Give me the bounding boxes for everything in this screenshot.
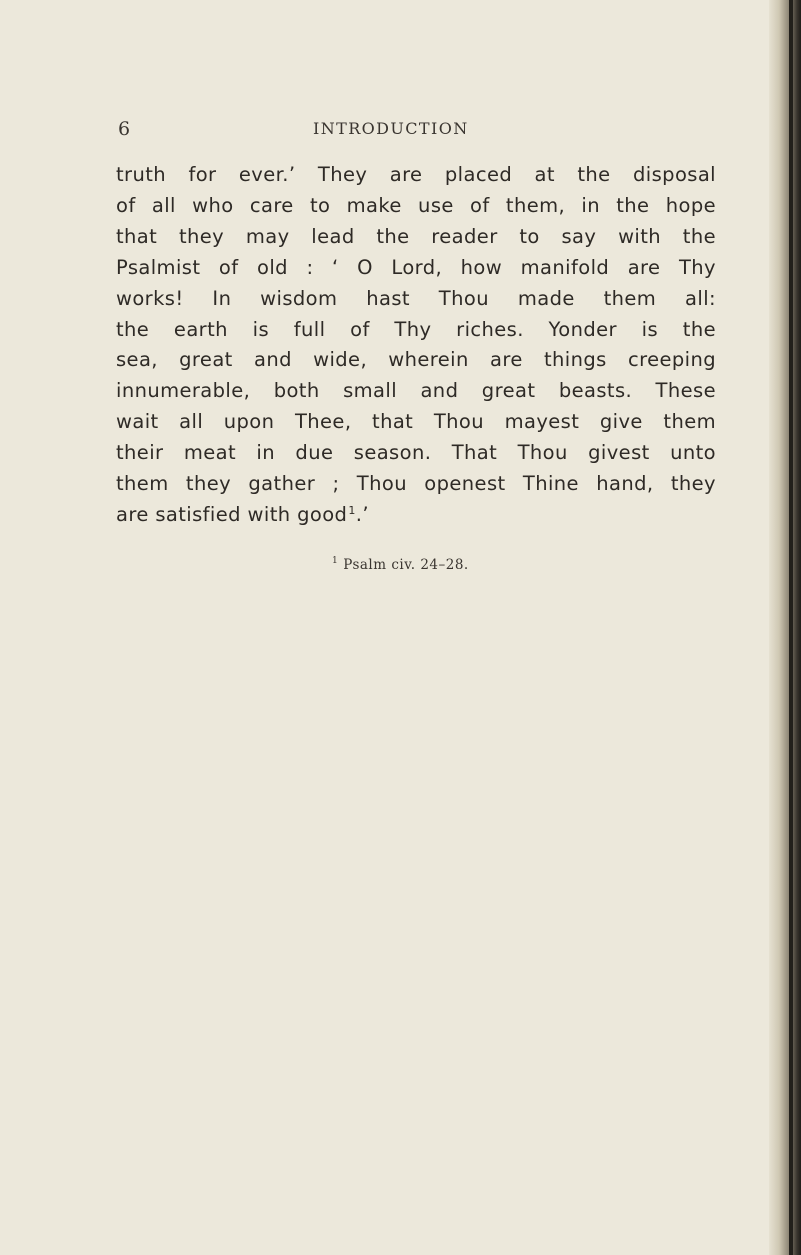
footnote-text: Psalm civ. 24–28. xyxy=(343,557,469,573)
text-line: sea, great and wide, wherein are things creeping xyxy=(116,348,716,372)
text-line: of all who care to make use of them, in the hope xyxy=(116,193,716,217)
section-title: INTRODUCTION xyxy=(313,119,469,138)
binding-edge xyxy=(789,0,793,1255)
running-head xyxy=(0,118,760,142)
text-line: them they gather ; Thou openest Thine hand, they xyxy=(116,472,716,496)
text-line: that they may lead the reader to say with the xyxy=(116,224,716,248)
text-line: the earth is full of Thy riches. Yonder is the xyxy=(116,317,716,341)
text-line: Psalmist of old : ‘ O Lord, how manifold are Thy xyxy=(116,255,716,279)
text-line: innumerable, both small and great beasts. These xyxy=(116,379,716,403)
body-paragraph xyxy=(116,160,716,534)
footnote-marker: 1 xyxy=(332,556,339,566)
page-edge-shadow xyxy=(769,0,801,1255)
text-line-last xyxy=(116,500,716,534)
text-line: their meat in due season. That Thou givest unto xyxy=(116,441,716,465)
closing-quote: .’ xyxy=(355,502,369,526)
footnote xyxy=(332,557,469,573)
text-line: works! In wisdom hast Thou made them all: xyxy=(116,286,716,310)
last-line-text: are satisfied with good xyxy=(116,502,348,526)
footnote-reference[interactable]: 1 xyxy=(348,503,356,517)
text-line: truth for ever.’ They are placed at the disposal xyxy=(116,163,716,186)
page-number: 6 xyxy=(118,118,131,140)
text-line: wait all upon Thee, that Thou mayest give them xyxy=(116,410,716,434)
